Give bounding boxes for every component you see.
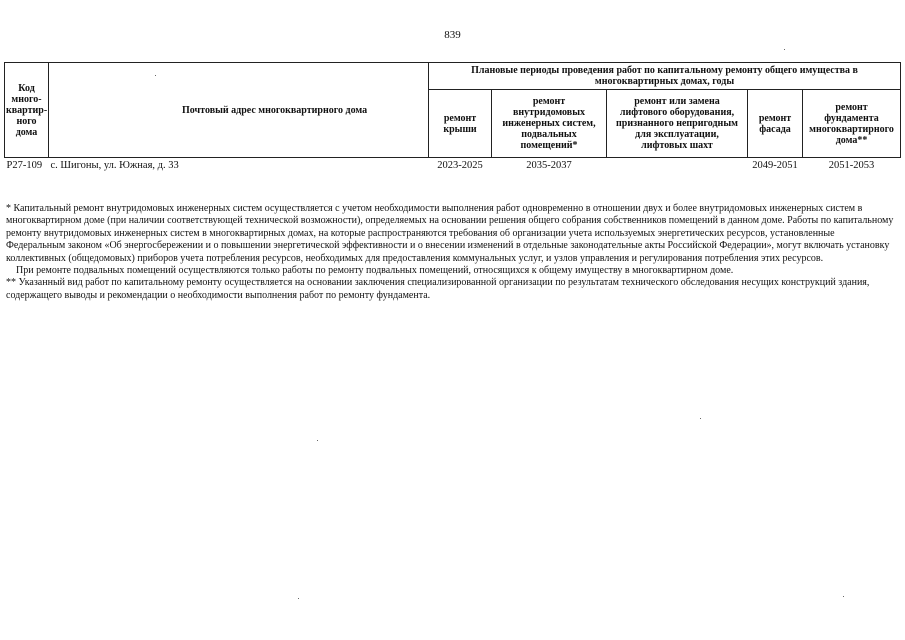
- table-row: [5, 158, 901, 172]
- header-address: Почтовый адрес многоквартирного дома: [49, 63, 429, 158]
- header-code-line: квартир-: [6, 104, 48, 116]
- header-lift-line: лифтовых шахт: [641, 140, 713, 151]
- header-roof-line: ремонт: [443, 112, 477, 124]
- header-lift-line: ремонт или замена: [634, 96, 720, 107]
- cell-foundation: 2051-2053: [828, 160, 875, 171]
- header-systems-line: подвальных: [521, 129, 577, 140]
- header-code-line: ного: [16, 115, 37, 127]
- header-systems-line: инженерных систем,: [502, 118, 596, 129]
- cell-facade: 2049-2051: [752, 160, 798, 171]
- header-code-line: дома: [15, 126, 38, 138]
- cell-systems: 2035-2037: [526, 160, 572, 171]
- scan-speck: [155, 75, 156, 76]
- scan-speck: [784, 49, 785, 50]
- scan-speck: [700, 418, 701, 419]
- footnotes: [6, 203, 896, 302]
- footnote-basement: При ремонте подвальных помещений осуществляются только работы по ремонту подвальных помещений, относящихся к общему имуществу в многоквартирном доме.: [16, 265, 734, 277]
- header-code-line: много-: [11, 93, 42, 105]
- capital-repair-table: [4, 62, 901, 171]
- header-facade-line: фасада: [759, 123, 791, 135]
- header-lift-line: для эксплуатации,: [635, 129, 719, 140]
- header-foundation-line: многоквартирного: [809, 123, 894, 135]
- header-code: [5, 63, 49, 158]
- cell-lift: [607, 158, 748, 172]
- header-periods-title: [429, 63, 901, 90]
- header-roof-line: крыши: [443, 123, 477, 135]
- header-facade: [748, 90, 803, 158]
- header-lift-line: лифтового оборудования,: [619, 107, 735, 118]
- header-foundation-line: ремонт: [835, 101, 868, 113]
- header-foundation: [803, 90, 901, 158]
- header-systems-line: помещений*: [520, 140, 578, 151]
- page-number: 839: [444, 29, 461, 41]
- header-lift-line: признанного непригодным: [616, 118, 738, 129]
- header-roof: [429, 90, 492, 158]
- header-periods-line: Плановые периоды проведения работ по капитальному ремонту общего имущества в: [471, 65, 858, 76]
- scan-speck: [843, 596, 844, 597]
- header-code-line: Код: [18, 82, 35, 94]
- scan-speck: [317, 440, 318, 441]
- footnote-systems: * Капитальный ремонт внутридомовых инженерных систем осуществляется с учетом необходимости выполнения работ одновременно в отношении двух и более внутридомовых инженерных систем в многоквартирном доме (при наличии соответствующей технической возможности), определяемых на основании решения общего собрания собственников помещений в данном доме. Работы по капитальному ремонту внутридомовых инженерных систем в многоквартирных домах, на которые распространяются требования об организации учета используемых энергетических ресурсов, установленные Федеральным законом «Об энергосбережении и о повышении энергетической эффективности и о внесении изменений в отдельные законодательные акты Российской Федерации», могут включать установку коллективных (общедомовых) приборов учета потребления ресурсов, необходимых для предоставления коммунальных услуг, и узлов управления и регулирования потребления этих ресурсов.: [6, 203, 894, 264]
- header-systems-line: ремонт: [532, 96, 566, 107]
- cell-address: с. Шигоны, ул. Южная, д. 33: [50, 160, 179, 171]
- header-systems: [492, 90, 607, 158]
- header-periods-line: многоквартирных домах, годы: [594, 76, 735, 87]
- header-lift: [607, 90, 748, 158]
- header-facade-line: ремонт: [758, 112, 792, 124]
- scan-speck: [298, 598, 299, 599]
- header-foundation-line: фундамента: [824, 112, 879, 124]
- header-systems-line: внутридомовых: [512, 107, 586, 118]
- cell-roof: 2023-2025: [437, 160, 483, 171]
- cell-code: Р27-109: [6, 160, 43, 171]
- header-foundation-line: дома**: [835, 134, 868, 146]
- footnote-foundation: ** Указанный вид работ по капитальному ремонту осуществляется на основании заключения специализированной организации по результатам технического обследования несущих конструкций здания, содержащего выводы и рекомендации о необходимости выполнения работ по ремонту фундамента.: [6, 277, 870, 301]
